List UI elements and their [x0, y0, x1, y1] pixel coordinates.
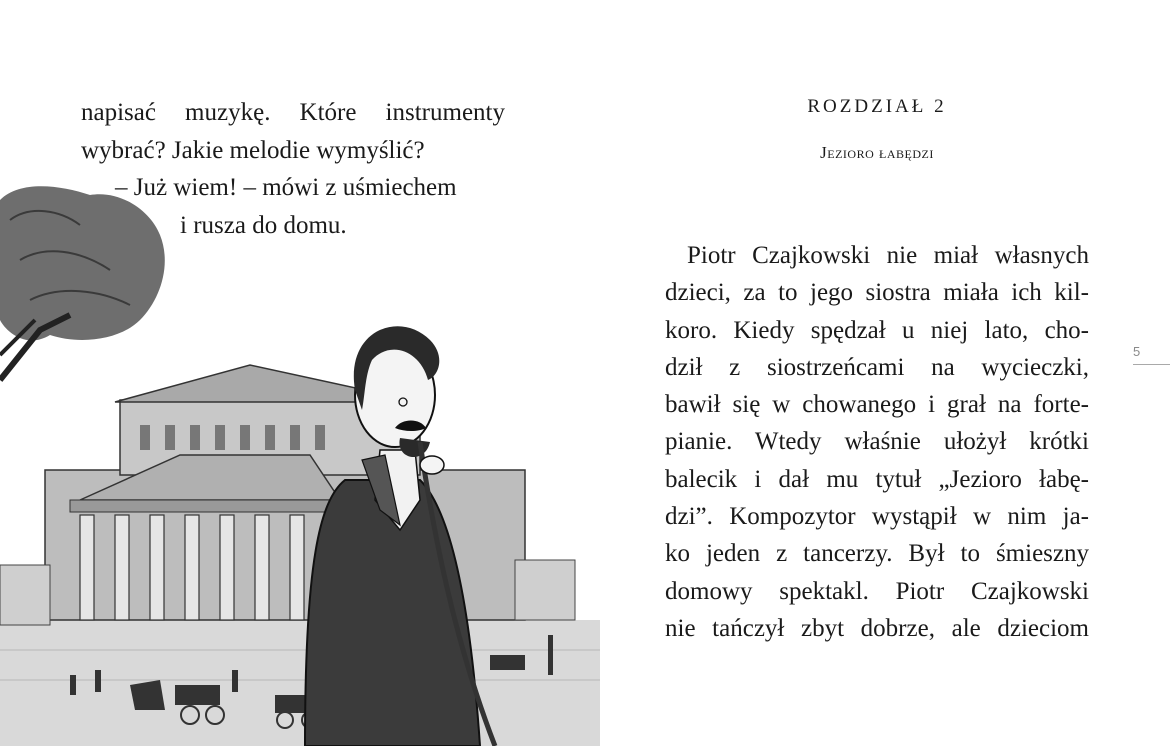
- text-line: pianie. Wtedy właśnie ułożył krótki: [665, 428, 1089, 456]
- text-line: balecik i dał mu tytuł „Jezioro łabę-: [665, 465, 1089, 493]
- page-number-rule: [1133, 364, 1170, 365]
- text-line: dzieci, za to jego siostra miała ich kil-: [665, 279, 1089, 307]
- text-line: domowy spektakl. Piotr Czajkowski: [665, 577, 1089, 605]
- text-line: dził z siostrzeńcami na wycieczki,: [665, 353, 1089, 381]
- text-line: ko jeden z tancerzy. Był to śmieszny: [665, 540, 1089, 568]
- text-line: i rusza do domu.: [180, 211, 347, 239]
- right-page-text: [665, 237, 1089, 647]
- text-line: – Już wiem! – mówi z uśmiechem: [115, 174, 457, 201]
- text-line: dzi”. Kompozytor wystąpił w nim ja-: [665, 503, 1089, 531]
- theatre-building-illustration: [0, 365, 575, 625]
- text-line: nie tańczył zbyt dobrze, ale dzieciom: [665, 614, 1089, 642]
- illustration-composer-at-theatre: [0, 180, 600, 746]
- chapter-title: Jezioro łabędzi: [820, 143, 934, 162]
- tree-illustration: [0, 186, 165, 380]
- chapter-label: ROZDZIAŁ 2: [807, 96, 947, 117]
- text-line: wybrać? Jakie melodie wymyślić?: [81, 136, 425, 164]
- text-line: bawił się w chowanego i grał na forte-: [665, 391, 1089, 419]
- text-line: Piotr Czajkowski nie miał własnych: [687, 242, 1089, 269]
- text-line: koro. Kiedy spędzał u niej lato, cho-: [665, 316, 1089, 344]
- text-line: napisać muzykę. Które instrumenty: [81, 99, 505, 126]
- page-number: 5: [1133, 344, 1141, 359]
